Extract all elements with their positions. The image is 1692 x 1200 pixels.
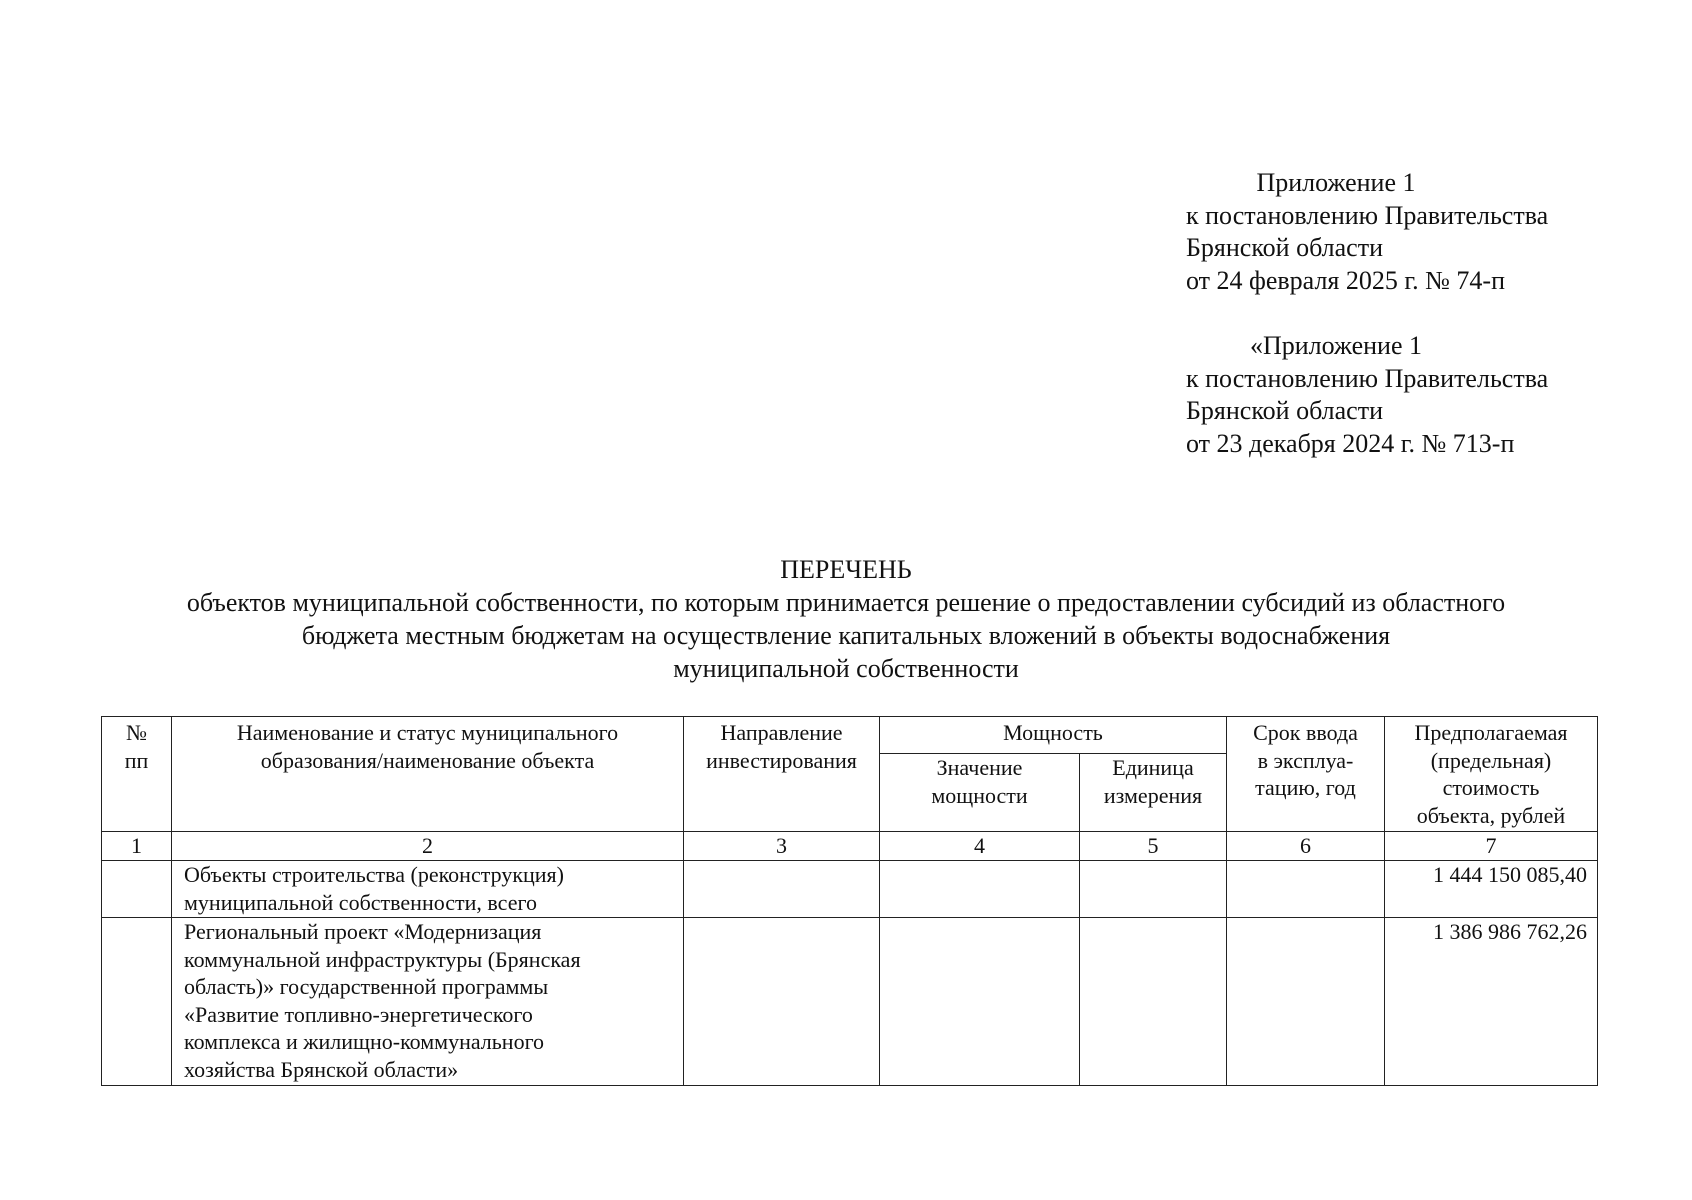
column-number: 5	[1080, 832, 1227, 861]
appendix-date: от 24 февраля 2025 г. № 74-п	[1186, 265, 1505, 295]
header-cost: Предполагаемая (предельная) стоимость объекта, рублей	[1385, 717, 1598, 832]
row-commissioning	[1227, 861, 1385, 918]
appendix-title: «Приложение 1	[1249, 331, 1423, 360]
heading-line: муниципальной собственности	[673, 654, 1019, 683]
column-number: 2	[172, 832, 684, 861]
appendix-title: Приложение 1	[1256, 168, 1416, 197]
heading-title: ПЕРЕЧЕНЬ	[780, 555, 912, 584]
row-cost: 1 386 986 762,26	[1385, 918, 1598, 1086]
column-number: 3	[684, 832, 880, 861]
row-capacity-unit	[1080, 861, 1227, 918]
header-num: № пп	[102, 717, 172, 832]
appendix-line: к постановлению Правительства	[1186, 200, 1549, 230]
document-heading	[0, 553, 1692, 685]
row-capacity-value	[880, 861, 1080, 918]
heading-line: объектов муниципальной собственности, по которым принимается решение о предоставлении субсидий из областного	[186, 588, 1506, 617]
row-num	[102, 861, 172, 918]
header-capacity-unit: Единица измерения	[1080, 754, 1227, 832]
row-direction	[684, 861, 880, 918]
row-capacity-value	[880, 918, 1080, 1086]
header-name: Наименование и статус муниципального образования/наименование объекта	[172, 717, 684, 832]
heading-line: бюджета местным бюджетам на осуществление капитальных вложений в объекты водоснабжения	[301, 621, 1391, 650]
column-number: 7	[1385, 832, 1598, 861]
column-number: 6	[1227, 832, 1385, 861]
row-commissioning	[1227, 918, 1385, 1086]
header-capacity: Мощность	[880, 717, 1227, 754]
appendix-line: Брянской области	[1186, 233, 1383, 262]
header-direction: Направление инвестирования	[684, 717, 880, 832]
appendix-line: Брянской области	[1186, 396, 1383, 425]
appendix-date: от 23 декабря 2024 г. № 713-п	[1186, 428, 1515, 458]
row-name: Объекты строительства (реконструкция) муниципальной собственности, всего	[172, 861, 684, 918]
header-capacity-value: Значение мощности	[880, 754, 1080, 832]
objects-table	[101, 716, 1598, 1086]
row-direction	[684, 918, 880, 1086]
table-row	[102, 861, 1598, 918]
appendix-block-current	[1186, 167, 1606, 297]
row-name: Региональный проект «Модернизация коммунальной инфраструктуры (Брянская область)» государственной программы «Развитие топливно-энергетического комплекса и жилищно-коммунального хозяйства Брянской области»	[172, 918, 684, 1086]
column-number: 4	[880, 832, 1080, 861]
row-num	[102, 918, 172, 1086]
row-capacity-unit	[1080, 918, 1227, 1086]
column-number: 1	[102, 832, 172, 861]
appendix-line: к постановлению Правительства	[1186, 363, 1549, 393]
table-row	[102, 918, 1598, 1086]
row-cost: 1 444 150 085,40	[1385, 861, 1598, 918]
header-commissioning: Срок ввода в эксплуа- тацию, год	[1227, 717, 1385, 832]
appendix-block-original	[1186, 330, 1606, 460]
